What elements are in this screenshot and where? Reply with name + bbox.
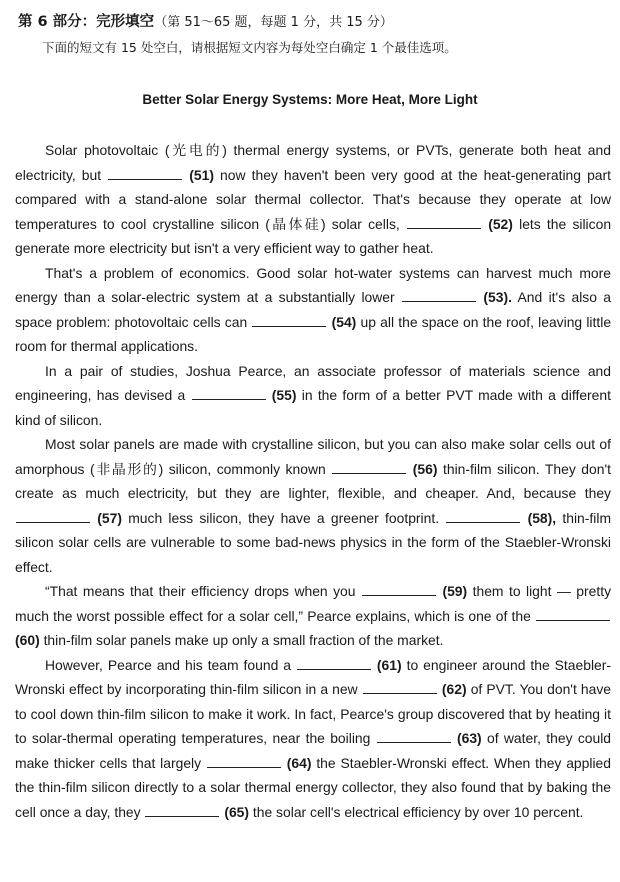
text-run: However, Pearce and his team found a [45, 656, 291, 673]
question-number-65: (65) [224, 803, 250, 820]
text-run: thin-film silicon. They don't create as much electricity, but they are lighter, flexible, and cheaper. And, because they [15, 460, 611, 501]
text-run: And it's also a space problem: photovoltaic cells can [15, 289, 612, 330]
text-run: them to light — pretty much the worst possible effect for a solar cell,” Pearce explains, which is one of the [15, 583, 612, 624]
text-run: the Staebler-Wronski effect. When they applied the thin-film silicon directly to a solar thermal energy collector, they also found that by baking the cell once a day, they [15, 754, 612, 820]
text-run: Solar photovoltaic (光电的) thermal energy systems, or PVTs, generate both heat and electricity, but [15, 142, 611, 183]
paragraph-3 [15, 359, 611, 433]
text-run: lets the silicon generate more electricity but isn't a very efficient way to gather heat. [15, 215, 612, 256]
text-run: “That means that their efficiency drops when you [45, 583, 356, 599]
text-run: now they haven't been very good at the heat-generating part compared with a stand-alone solar thermal collector. That's because they operate at low temperatures to cool crystalline silicon (晶体硅) solar cells, [15, 166, 612, 232]
blank-64 [207, 754, 281, 768]
paragraph-1 [15, 138, 611, 261]
section-heading-main: 第 6 部分：完形填空 [18, 14, 155, 30]
text-run: thin-film silicon solar cells are vulnerable to some bad-news physics in the form of the Staebler-Wronski effect. [15, 509, 612, 575]
section-heading [18, 10, 393, 31]
blank-57 [16, 509, 90, 523]
blank-53 [402, 288, 476, 302]
question-number-53: (53). [483, 289, 512, 305]
blank-65 [145, 803, 219, 817]
text-run: thin-film solar panels make up only a small fraction of the market. [43, 632, 444, 648]
text-run: much less silicon, they have a greener footprint. [128, 509, 440, 526]
paragraph-5 [15, 579, 611, 653]
article-body [15, 138, 611, 824]
blank-59 [362, 582, 436, 596]
question-number-64: (64) [286, 754, 312, 771]
blank-62 [363, 680, 437, 694]
question-number-58: (58), [527, 509, 557, 526]
question-number-52: (52) [488, 215, 513, 232]
blank-56 [332, 460, 406, 474]
text-run: Most solar panels are made with crystalline silicon, but you can also make solar cells out of amorphous (非晶形的) silicon, commonly known [15, 436, 611, 477]
paragraph-6 [15, 653, 611, 825]
section-heading-sub: （第 51～65 题，每题 1 分，共 15 分） [154, 15, 393, 30]
blank-55 [192, 386, 266, 400]
text-run: In a pair of studies, Joshua Pearce, an associate professor of materials science and engineering, has devised a [15, 362, 611, 403]
article-title: Better Solar Energy Systems: More Heat, More Light [142, 92, 478, 107]
question-number-61: (61) [376, 656, 402, 673]
text-run: in the form of a better PVT made with a different kind of silicon. [15, 387, 611, 428]
paragraph-2 [15, 261, 611, 359]
question-number-55: (55) [271, 387, 297, 403]
text-run: up all the space on the roof, leaving little room for thermal applications. [15, 313, 612, 354]
question-number-56: (56) [412, 460, 438, 477]
question-number-54: (54) [331, 313, 357, 330]
question-number-57: (57) [97, 509, 122, 526]
blank-58 [446, 509, 520, 523]
section-instruction: 下面的短文有 15 处空白，请根据短文内容为每处空白确定 1 个最佳选项。 [42, 40, 457, 55]
text-run: That's a problem of economics. Good solar hot-water systems can harvest much more energy than a solar-electric system at a substantially lower [15, 264, 611, 305]
text-run: the solar cell's electrical efficiency by over 10 percent. [252, 803, 584, 820]
question-number-51: (51) [189, 166, 214, 183]
question-number-59: (59) [442, 583, 468, 599]
question-number-62: (62) [441, 681, 467, 697]
blank-54 [252, 313, 326, 327]
blank-51 [108, 166, 182, 180]
text-run: of PVT. You don't have to cool down thin-film silicon to make it work. In fact, Pearce's group discovered that by heating it to solar-thermal operating temperatures, near the boiling [15, 681, 612, 746]
paragraph-4 [15, 432, 611, 579]
question-number-60: (60) [15, 632, 40, 648]
blank-52 [407, 215, 481, 229]
question-number-63: (63) [456, 730, 482, 746]
blank-63 [377, 729, 451, 743]
text-run: of water, they could make thicker cells that largely [15, 730, 612, 771]
blank-61 [297, 656, 371, 670]
text-run: to engineer around the Staebler-Wronski effect by incorporating thin-film silicon in a new [15, 656, 612, 697]
blank-60 [536, 607, 610, 621]
